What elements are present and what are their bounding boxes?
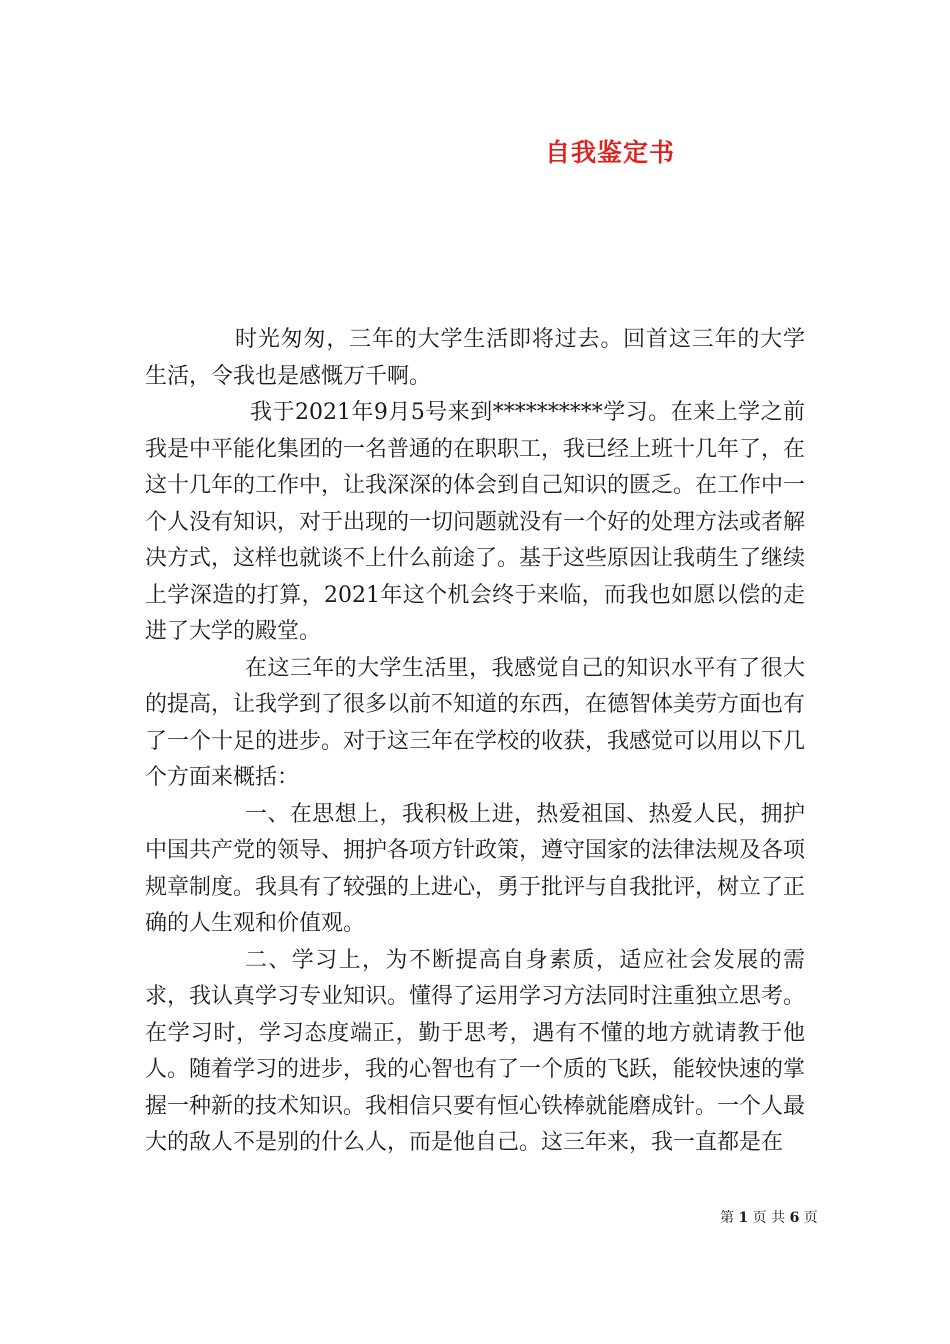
footer-suffix: 页 [803,1210,818,1226]
page-number-footer [720,1207,818,1227]
document-body [145,322,805,1162]
document-title: 自我鉴定书 [545,138,676,167]
footer-total-pages: 6 [789,1210,800,1226]
paragraph-intro: 时光匆匆，三年的大学生活即将过去。回首这三年的大学生活，令我也是感慨万千啊。 [145,327,805,389]
paragraph-background: 我于2021年9月5号来到**********学习。在来上学之前我是中平能化集团的一名普通的在职职工，我已经上班十几年了，在这十几年的工作中，让我深深的体会到自己知识的匮乏。在工作中一个人没有知识，对于出现的一切问题就没有一个好的处理方法或者解决方式，这样也就谈不上什么前途了。基于这些原因让我萌生了继续上学深造的打算，2021年这个机会终于来临，而我也如愿以偿的走进了大学的殿堂。 [145,400,806,644]
paragraph-ideology: 一、在思想上，我积极上进，热爱祖国、热爱人民，拥护中国共产党的领导、拥护各项方针政策，遵守国家的法律法规及各项规章制度。我具有了较强的上进心，勇于批评与自我批评，树立了正确的人生观和价值观。 [145,801,806,936]
paragraph-summary: 在这三年的大学生活里，我感觉自己的知识水平有了很大的提高，让我学到了很多以前不知道的东西，在德智体美劳方面也有了一个十足的进步。对于这三年在学校的收获，我感觉可以用以下几个方面来概括： [145,655,806,790]
footer-middle: 页 共 [752,1210,786,1226]
paragraph-study: 二、学习上，为不断提高自身素质，适应社会发展的需求，我认真学习专业知识。懂得了运用学习方法同时注重独立思考。在学习时，学习态度端正，勤于思考，遇有不懂的地方就请教于他人。随着学习的进步，我的心智也有了一个质的飞跃，能较快速的掌握一种新的技术知识。我相信只要有恒心铁棒就能磨成针。一个人最大的敌人不是别的什么人，而是他自己。这三年来，我一直都是在 [145,947,806,1155]
footer-current-page: 1 [738,1210,749,1226]
footer-prefix: 第 [720,1210,734,1226]
